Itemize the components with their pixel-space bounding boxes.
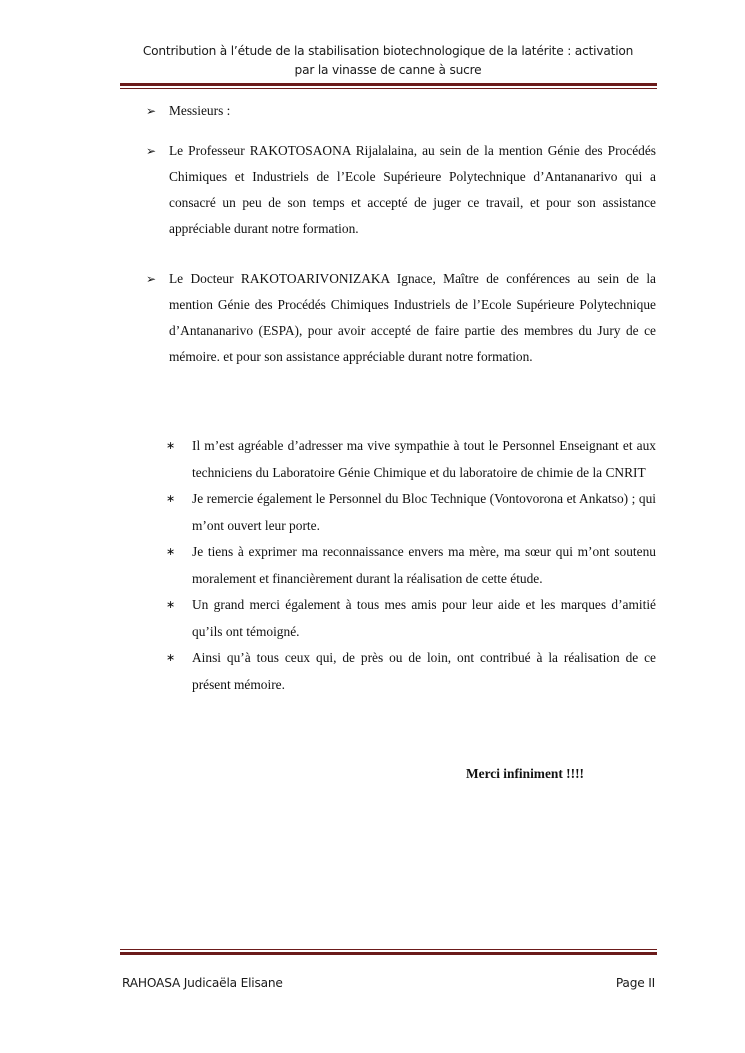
page-number: Page II (615, 976, 655, 990)
list-item (166, 486, 656, 539)
list-item-text: Je tiens à exprimer ma reconnaissance envers ma mère, ma sœur qui m’ont soutenu moralement et financièrement durant la réalisation de cette étude. (192, 544, 656, 586)
list-item (166, 592, 656, 645)
list-item (166, 645, 656, 698)
arrow-bullet-icon: ➢ (146, 272, 157, 286)
arrow-list-item (146, 266, 656, 370)
asterisk-bullet-icon: ∗ (166, 492, 176, 505)
list-item-text: Ainsi qu’à tous ceux qui, de près ou de loin, ont contribué à la réalisation de ce présent mémoire. (192, 650, 656, 692)
closing-thanks: Merci infiniment !!!! (466, 766, 584, 781)
list-item (166, 433, 656, 486)
list-item-text: Je remercie également le Personnel du Bloc Technique (Vontovorona et Ankatso) ; qui m’ont ouvert leur porte. (192, 491, 656, 533)
arrow-bullet-icon: ➢ (146, 144, 157, 158)
footer-rule-thick (120, 952, 657, 955)
arrow-bullet-icon: ➢ (146, 104, 157, 118)
list-item-text: Il m’est agréable d’adresser ma vive sympathie à tout le Personnel Enseignant et aux techniciens du Laboratoire Génie Chimique et du laboratoire de chimie de la CNRIT (192, 438, 656, 480)
list-item-text: Messieurs : (169, 103, 231, 118)
asterisk-bullet-icon: ∗ (166, 651, 176, 664)
running-header (118, 42, 658, 80)
list-item (166, 539, 656, 592)
asterisk-bullet-icon: ∗ (166, 598, 176, 611)
header-rule-thin (120, 88, 657, 89)
list-item-text: Le Professeur RAKOTOSAONA Rijalalaina, au sein de la mention Génie des Procédés Chimiques et Industriels de l’Ecole Supérieure Polytechnique d’Antananarivo qui a consacré un peu de son temps et accepté de juger ce travail, et pour son assistance appréciable durant notre formation. (169, 143, 656, 236)
list-item-text: Le Docteur RAKOTOARIVONIZAKA Ignace, Maître de conférences au sein de la mention Génie des Procédés Chimiques Industriels de l’Ecole Supérieure Polytechnique d’Antananarivo (ESPA), pour avoir accepté de faire partie des membres du Jury de ce mémoire. et pour son assistance appréciable durant notre formation. (169, 271, 656, 364)
footer-author: RAHOASA Judicaëla Elisane (122, 976, 283, 990)
header-title-line-1: Contribution à l’étude de la stabilisation biotechnologique de la latérite : activation (142, 44, 634, 58)
arrow-list-item (146, 138, 656, 242)
list-item-text: Un grand merci également à tous mes amis pour leur aide et les marques d’amitié qu’ils ont témoigné. (192, 597, 656, 639)
header-rule-thick (120, 83, 657, 86)
header-title-line-2: par la vinasse de canne à sucre (294, 63, 482, 77)
asterisk-bullet-icon: ∗ (166, 439, 176, 452)
footer-rule-thin (120, 949, 657, 950)
asterisk-bullet-icon: ∗ (166, 545, 176, 558)
thanks-list (166, 433, 656, 698)
arrow-list-item (146, 98, 656, 124)
